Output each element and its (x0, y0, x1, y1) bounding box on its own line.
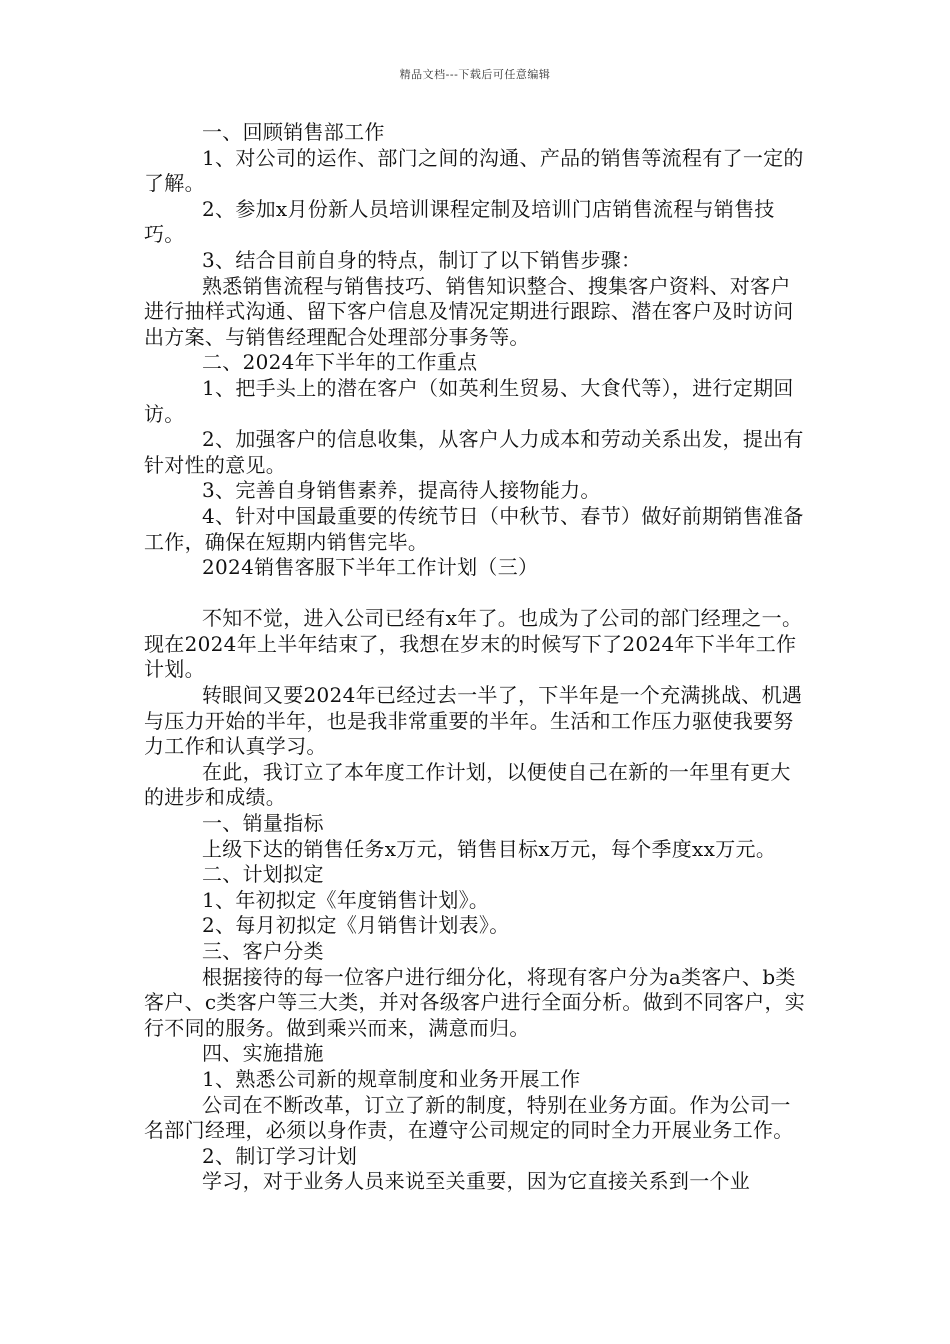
page-header: 精品文档---下载后可任意编辑 (399, 68, 551, 81)
section-heading-plan: 二、计划拟定 (202, 862, 324, 887)
intro-paragraph-3: 在此，我订立了本年度工作计划，以便使自己在新的一年里有更大的进步和成绩。 (144, 759, 791, 810)
sales-steps-paragraph: 熟悉销售流程与销售技巧、销售知识整合、搜集客户资料、对客户进行抽样式沟通、留下客户信息及情况定期进行跟踪、潜在客户及时访问出方案、与销售经理配合处理部分事务等。 (144, 273, 794, 349)
measures-paragraph-2: 学习，对于业务人员来说至关重要，因为它直接关系到一个业 (202, 1169, 751, 1194)
focus-item-3: 3、完善自身销售素养，提高待人接物能力。 (202, 478, 601, 503)
measures-item-1: 1、熟悉公司新的规章制度和业务开展工作 (202, 1066, 581, 1091)
review-item-2: 2、参加x月份新人员培训课程定制及培训门店销售流程与销售技巧。 (144, 196, 775, 247)
plan-item-2: 2、每月初拟定《月销售计划表》。 (202, 913, 510, 938)
focus-item-1: 1、把手头上的潜在客户（如英利生贸易、大食代等），进行定期回访。 (144, 375, 794, 426)
measures-paragraph-1: 公司在不断改革，订立了新的制度，特别在业务方面。作为公司一名部门经理，必须以身作责，在遵守公司规定的同时全力开展业务工作。 (144, 1092, 794, 1143)
section-heading-measures: 四、实施措施 (202, 1041, 324, 1066)
sales-target-paragraph: 上级下达的销售任务x万元，销售目标x万元，每个季度xx万元。 (202, 836, 777, 861)
focus-item-4: 4、针对中国最重要的传统节日（中秋节、春节）做好前期销售准备工作，确保在短期内销售完毕。 (144, 503, 804, 554)
section-heading-review: 一、回顾销售部工作 (202, 120, 385, 144)
review-item-1: 1、对公司的运作、部门之间的沟通、产品的销售等流程有了一定的了解。 (144, 145, 804, 196)
customer-category-paragraph: 根据接待的每一位客户进行细分化，将现有客户分为a类客户、b类客户、c类客户等三大类，并对各级客户进行全面分析。做到不同客户，实行不同的服务。做到乘兴而来，满意而归。 (144, 964, 806, 1040)
plan-title: 2024销售客服下半年工作计划（三） (202, 555, 539, 580)
plan-item-1: 1、年初拟定《年度销售计划》。 (202, 887, 490, 912)
section-heading-customer-category: 三、客户分类 (202, 939, 324, 963)
section-heading-focus: 二、2024年下半年的工作重点 (202, 350, 478, 375)
intro-paragraph-1: 不知不觉，进入公司已经有x年了。也成为了公司的部门经理之一。现在2024年上半年结束了，我想在岁末的时候写下了2024年下半年工作计划。 (144, 606, 803, 682)
document-body (144, 120, 810, 1195)
section-heading-sales-target: 一、销量指标 (202, 811, 324, 836)
measures-item-2: 2、制订学习计划 (202, 1143, 358, 1168)
focus-item-2: 2、加强客户的信息收集，从客户人力成本和劳动关系出发，提出有针对性的意见。 (144, 427, 804, 477)
review-item-3: 3、结合目前自身的特点，制订了以下销售步骤： (202, 247, 642, 272)
intro-paragraph-2: 转眼间又要2024年已经过去一半了，下半年是一个充满挑战、机遇与压力开始的半年，也是我非常重要的半年。生活和工作压力驱使我要努力工作和认真学习。 (144, 683, 803, 759)
